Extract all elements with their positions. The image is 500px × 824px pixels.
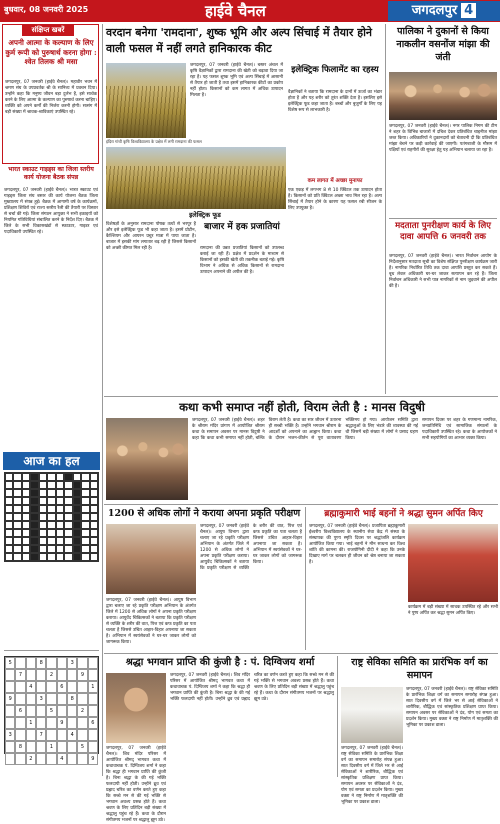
sudoku-cell — [46, 717, 56, 729]
crossword-cell — [39, 489, 47, 497]
crossword-cell — [13, 481, 21, 489]
paper-brand: हाईवे चैनल — [205, 2, 266, 20]
crossword-cell — [47, 497, 55, 505]
crossword-cell — [56, 553, 64, 561]
crossword-cell — [90, 513, 98, 521]
crossword-cell — [39, 481, 47, 489]
brief-story1-body: जगदलपुर, 07 जनवरी (हाईवे चैनल)। महावीर भवन में श्रमण संघ के उपप्रवर्तक श्री के सानिध्य में प्रवचन दिया। उन्होंने कहा कि मनुष्य जीवन बड़ा दुर्लभ है, इसे सार्थक करने के लिए आत्मा के कल्याण का पुरुषार्थ करना चाहिए। व्यक्ति को अपने कर्मों की निर्जरा करनी होगी। सत्संग में बड़ी संख्या में श्रावक-श्राविकाएं उपस्थित रहे। — [5, 80, 97, 115]
crossword-cell — [22, 521, 30, 529]
crossword-cell — [81, 489, 89, 497]
crossword-cell — [13, 473, 21, 481]
crossword-cell — [73, 481, 81, 489]
bk-body: जगदलपुर, 07 जनवरी (हाईवे चैनल)। प्रजापिता ब्रह्माकुमारी ईश्वरीय विश्वविद्यालय के स्थानीय सेवा केंद्र में संस्था के संस्थापक की पुण्य स्मृति दिवस पर श्रद्धांजलि कार्यक्रम आयोजित किया गया। भाई बहनों ने मौन साधना कर विश्व शांति की कामना की। राजयोगिनी दीदी ने कहा कि उनके दिखाए मार्ग पर चलकर ही जीवन को श्रेष्ठ बनाया जा सकता है। — [309, 524, 405, 565]
sudoku-cell: 3 — [36, 693, 46, 705]
divider — [4, 650, 99, 651]
crossword-cell — [47, 529, 55, 537]
crossword-cell — [64, 553, 72, 561]
sudoku-cell — [77, 657, 87, 669]
crossword-cell — [13, 489, 21, 497]
page-number: 4 — [461, 3, 476, 18]
sudoku-cell — [88, 693, 98, 705]
crossword-cell — [90, 529, 98, 537]
side-headline: इलेक्ट्रिक फिलामेंट का रहस्य — [291, 65, 379, 75]
crossword-cell — [73, 553, 81, 561]
issue-date: बुधवार, 08 जनवरी 2025 — [4, 5, 89, 14]
sudoku-cell: 2 — [77, 705, 87, 717]
quiz-title: आज का हल — [3, 452, 100, 470]
column-divider — [305, 507, 306, 650]
sudoku-cell — [88, 669, 98, 681]
sudoku-cell — [67, 741, 77, 753]
crossword-cell — [5, 505, 13, 513]
side-body-2: एक एकड़ में लगभग 8 से 10 क्विंटल तक उत्पादन होता है। किसानों को प्रति क्विंटल अच्छा भाव मिल रहा है। अल्प सिंचाई में तैयार होने के कारण यह फसल रबी सीजन के लिए उपयुक्त है। — [288, 188, 382, 211]
municipal-headline: पालिका ने दुकानों से किया नाकलीन वसनोंज मांझा की जंती — [396, 26, 490, 63]
sudoku-cell — [5, 717, 15, 729]
crossword-cell — [64, 473, 72, 481]
crossword-cell — [30, 505, 38, 513]
crossword-cell — [64, 513, 72, 521]
sudoku-cell — [5, 669, 15, 681]
crossword-cell — [30, 545, 38, 553]
divider — [104, 504, 498, 505]
sudoku-cell — [26, 729, 36, 741]
crossword-cell — [5, 553, 13, 561]
sevika-body: जगदलपुर, 07 जनवरी (हाईवे चैनल)। राष्ट्र सेविका समिति के प्रारंभिक शिक्षा वर्ग का समापन समारोह संपन्न हुआ। सात दिवसीय वर्ग में जिले भर से आई सेविकाओं ने शारीरिक, बौद्धिक एवं सांस्कृतिक प्रशिक्षण प्राप्त किया। समापन अवसर पर सेविकाओं ने दंड, योग एवं समता का प्रदर्शन किया। मुख्य वक्ता ने राष्ट्र निर्माण में मातृशक्ति की भूमिका पर प्रकाश डाला। — [406, 687, 498, 728]
crossword-cell — [64, 505, 72, 513]
prakriti-body: जगदलपुर, 07 जनवरी (हाईवे चैनल)। आयुष विभाग द्वारा चलाए जा रहे प्रकृति परीक्षण अभियान के अंतर्गत जिले में 1200 से अधिक लोगों ने अपना प्रकृति परीक्षण कराया। आयुर्वेद चिकित्सकों ने बताया कि प्रकृति परीक्षण से व्यक्ति के शरीर की वात, पित्त एवं कफ प्रकृति का पता चलता है जिससे उचित आहार-विहार अपनाया जा सकता है। अभियान में स्वयंसेवकों ने घर-घर जाकर लोगों को जागरूक किया। — [106, 598, 196, 645]
crossword-cell — [5, 521, 13, 529]
crossword-cell — [5, 513, 13, 521]
crossword-cell — [5, 497, 13, 505]
crossword-cell — [22, 513, 30, 521]
voter-body: जगदलपुर, 07 जनवरी (हाईवे चैनल)। भारत निर्वाचन आयोग के निर्देशानुसार मतदाता सूची का विशेष संक्षिप्त पुनरीक्षण कार्यक्रम जारी है। नागरिक निर्धारित तिथि तक दावा आपत्ति प्रस्तुत कर सकते हैं। बूथ लेवल अधिकारी घर-घर जाकर सत्यापन कर रहे हैं। जिला निर्वाचन अधिकारी ने सभी पात्र नागरिकों से नाम जुड़वाने की अपील की है। — [389, 254, 497, 289]
crossword-cell — [56, 481, 64, 489]
sudoku-cell — [46, 753, 56, 765]
crossword-cell — [90, 505, 98, 513]
crossword-cell — [73, 505, 81, 513]
sevika-headline: राष्ट्र सेविका समिति का प्रारंभिक वर्ग का समापन — [351, 657, 488, 681]
sudoku-cell: 8 — [15, 741, 25, 753]
sudoku-cell — [57, 741, 67, 753]
sudoku-cell — [46, 693, 56, 705]
crossword-cell — [13, 529, 21, 537]
crossword-cell — [30, 513, 38, 521]
crossword-cell — [39, 473, 47, 481]
sudoku-cell — [57, 669, 67, 681]
crossword-cell — [90, 545, 98, 553]
crossword-cell — [47, 473, 55, 481]
crossword-cell — [81, 497, 89, 505]
brief-story2-body: जगदलपुर, 07 जनवरी (हाईवे चैनल)। भारत स्काउट एवं गाइड्स जिला संघ बस्तर की कार्य योजना बैठक जिला मुख्यालय में संपन्न हुई। बैठक में आगामी वर्ष के कार्यक्रमों, प्रशिक्षण शिविरों एवं राज्य स्तरीय रैली की तैयारी पर विस्तार से चर्चा की गई। जिला संगठन आयुक्त ने सभी इकाइयों को नियमित गतिविधियां संचालित करने के निर्देश दिए। बैठक में जिले के सभी विकासखंडों से स्काउटर, गाइडर एवं पदाधिकारी उपस्थित रहे। — [4, 188, 98, 235]
crossword-cell — [22, 505, 30, 513]
crossword-cell — [73, 537, 81, 545]
crossword-cell — [39, 513, 47, 521]
crossword-cell — [56, 513, 64, 521]
sudoku-cell — [46, 681, 56, 693]
sudoku-cell: 9 — [88, 753, 98, 765]
column-divider — [385, 24, 386, 394]
column-divider — [337, 656, 338, 777]
sudoku-cell: 2 — [26, 753, 36, 765]
lead-body-3: रामदाना की उन्नत प्रजातियां किसानों को उपलब्ध कराई जा रही हैं। प्रक्षेत्र में प्रदर्शन के माध्यम से किसानों को इसकी खेती की तकनीक बताई गई। कृषि विभाग ने अधिक से अधिक किसानों से रामदाना उत्पादन अपनाने की अपील की है। — [200, 246, 284, 275]
crossword-cell — [56, 537, 64, 545]
divider — [104, 396, 498, 397]
side-body: वैज्ञानिकों ने बताया कि रामदाना के दानों में ऊर्जा का भंडार होता है और यह शरीर को तुरंत शक्ति देता है। इसलिए इसे इलेक्ट्रिक फूड कहा जाता है। बच्चों और बुजुर्गों के लिए यह विशेष रूप से लाभकारी है। — [288, 90, 382, 113]
sudoku-cell — [67, 705, 77, 717]
crossword-cell — [64, 529, 72, 537]
crossword-cell — [47, 505, 55, 513]
sevika-body-cont: जगदलपुर, 07 जनवरी (हाईवे चैनल)। राष्ट्र सेविका समिति के प्रारंभिक शिक्षा वर्ग का समापन समारोह संपन्न हुआ। सात दिवसीय वर्ग में जिले भर से आई सेविकाओं ने शारीरिक, बौद्धिक एवं सांस्कृतिक प्रशिक्षण प्राप्त किया। समापन अवसर पर सेविकाओं ने दंड, योग एवं समता का प्रदर्शन किया। मुख्य वक्ता ने राष्ट्र निर्माण में मातृशक्ति की भूमिका पर प्रकाश डाला। — [341, 746, 403, 805]
sudoku-cell: 5 — [46, 705, 56, 717]
lead-field-photo — [106, 63, 186, 138]
bhagwat-body: जगदलपुर, 07 जनवरी (हाईवे चैनल)। शिव मंदिर परिसर में आयोजित श्रीमद् भागवत कथा में कथावाचक पं. दिग्विजय शर्मा ने कहा कि श्रद्धा ही भगवान प्राप्ति की कुंजी है। बिना श्रद्धा के की गई भक्ति फलदायी नहीं होती। उन्होंने ध्रुव एवं प्रह्लाद चरित्र का वर्णन करते हुए कहा कि सच्चे मन से की गई भक्ति से भगवान अवश्य प्रसन्न होते हैं। कथा श्रवण के लिए प्रतिदिन बड़ी संख्या में श्रद्धालु पहुंच रहे हैं। कथा के दौरान संगीतमय भजनों पर श्रद्धालु झूम उठे। — [170, 673, 334, 702]
brief-story2-headline: भारत स्काउट गाइड्स का जिला स्तरीय कार्य योजना बैठक संपन्न — [8, 166, 94, 181]
crossword-cell — [30, 529, 38, 537]
crossword-cell — [81, 505, 89, 513]
crossword-cell — [22, 529, 30, 537]
sudoku-cell: 7 — [36, 729, 46, 741]
bk-body-2: कार्यक्रम में बड़ी संख्या में साधक उपस्थित रहे और सभी ने पुष्प अर्पित कर श्रद्धा सुमन अर्पित किए। — [408, 605, 498, 616]
sudoku-cell: 9 — [5, 693, 15, 705]
crossword-cell — [39, 537, 47, 545]
sudoku-cell — [36, 669, 46, 681]
lead-body-2: विशेषज्ञों के अनुसार रामदाना पोषक तत्वों से भरपूर है और इसे इलेक्ट्रिक फूड भी कहा जाता है। इसमें प्रोटीन, कैल्शियम और आयरन प्रचुर मात्रा में पाया जाता है। बाजार में इसकी मांग लगातार बढ़ रही है जिससे किसानों को अच्छी कीमत मिल रही है। — [106, 222, 196, 251]
crossword-cell — [64, 481, 72, 489]
sudoku-cell — [46, 657, 56, 669]
crossword-cell — [13, 545, 21, 553]
crossword-cell — [64, 537, 72, 545]
sudoku-cell — [26, 705, 36, 717]
crossword-cell — [56, 521, 64, 529]
sudoku-cell — [15, 717, 25, 729]
lead-wide-photo — [106, 147, 286, 209]
municipal-photo — [389, 72, 497, 120]
city-section — [388, 1, 500, 21]
sudoku-cell — [15, 693, 25, 705]
crossword-cell — [56, 545, 64, 553]
crossword-cell — [22, 481, 30, 489]
sudoku-cell: 5 — [5, 657, 15, 669]
crossword-cell — [47, 553, 55, 561]
sudoku-cell: 9 — [57, 717, 67, 729]
sudoku-cell — [77, 729, 87, 741]
crossword-cell — [39, 545, 47, 553]
municipal-body: जगदलपुर, 07 जनवरी (हाईवे चैनल)। नगर पालिक निगम की टीम ने शहर के विभिन्न बाजारों में दबिश देकर प्रतिबंधित चाइनीज मांझा जब्त किया। अधिकारियों ने दुकानदारों को चेतावनी दी कि प्रतिबंधित मांझा बेचने पर कड़ी कार्रवाई की जाएगी। पतंगबाजी के मौसम में पक्षियों एवं राहगीरों की सुरक्षा हेतु यह अभियान चलाया जा रहा है। — [389, 124, 497, 153]
crossword-cell — [13, 553, 21, 561]
column-divider — [102, 24, 103, 776]
sudoku-cell — [67, 669, 77, 681]
crossword-cell — [47, 513, 55, 521]
crossword-cell — [5, 473, 13, 481]
sudoku-cell: 4 — [26, 681, 36, 693]
crossword-cell — [39, 497, 47, 505]
sudoku-cell: 3 — [5, 729, 15, 741]
bhagwat-photo — [106, 673, 166, 743]
crossword-cell — [5, 481, 13, 489]
sudoku-cell: 9 — [77, 669, 87, 681]
sudoku-cell — [46, 729, 56, 741]
crossword-cell — [56, 505, 64, 513]
sudoku-cell — [77, 681, 87, 693]
sudoku-cell: 7 — [15, 669, 25, 681]
sudoku-grid — [4, 656, 99, 762]
brief-story1-headline: अपनी आत्मा के कल्याण के लिए कुर्म रूपी को पुरुषार्थ करना होगा : श्वेत तिलक श्री मसा — [5, 38, 97, 67]
crossword-cell — [5, 545, 13, 553]
sudoku-cell: 3 — [67, 657, 77, 669]
crossword-cell — [30, 489, 38, 497]
crossword-cell — [90, 481, 98, 489]
sudoku-cell: 2 — [46, 669, 56, 681]
crossword-cell — [81, 521, 89, 529]
crossword-cell — [39, 553, 47, 561]
crossword-cell — [73, 513, 81, 521]
crossword-cell — [56, 529, 64, 537]
crossword-cell — [30, 497, 38, 505]
crossword-cell — [90, 521, 98, 529]
crossword-cell — [47, 545, 55, 553]
sudoku-cell — [88, 729, 98, 741]
prakriti-body-cont: जगदलपुर, 07 जनवरी (हाईवे चैनल)। आयुष विभाग द्वारा चलाए जा रहे प्रकृति परीक्षण अभियान के अंतर्गत जिले में 1200 से अधिक लोगों ने अपना प्रकृति परीक्षण कराया। आयुर्वेद चिकित्सकों ने बताया कि प्रकृति परीक्षण से व्यक्ति के शरीर की वात, पित्त एवं कफ प्रकृति का पता चलता है जिससे उचित आहार-विहार अपनाया जा सकता है। अभियान में स्वयंसेवकों ने घर-घर जाकर लोगों को जागरूक किया। — [200, 524, 302, 571]
sudoku-cell — [15, 753, 25, 765]
lead-body-1: जगदलपुर, 07 जनवरी (हाईवे चैनल)। बस्तर अंचल में कृषि वैज्ञानिकों द्वारा रामदाना की खेती को बढ़ावा दिया जा रहा है। यह फसल शुष्क भूमि एवं अल्प सिंचाई में आसानी से तैयार हो जाती है तथा इसमें हानिकारक कीटों का प्रकोप नहीं होता। किसानों को कम लागत में अधिक उत्पादन मिलता है। — [190, 63, 283, 98]
crossword-cell — [47, 489, 55, 497]
divider — [389, 218, 497, 219]
crossword-cell — [81, 473, 89, 481]
crossword-cell — [13, 497, 21, 505]
crossword-cell — [13, 521, 21, 529]
sudoku-cell — [88, 741, 98, 753]
sudoku-cell — [36, 753, 46, 765]
crossword-cell — [5, 489, 13, 497]
sudoku-cell — [15, 729, 25, 741]
crossword-cell — [73, 489, 81, 497]
sudoku-cell — [15, 681, 25, 693]
crossword-cell — [22, 545, 30, 553]
crossword-cell — [81, 537, 89, 545]
crossword-cell — [47, 481, 55, 489]
crossword-cell — [22, 489, 30, 497]
katha-photo — [106, 418, 188, 500]
crossword-cell — [64, 489, 72, 497]
sudoku-cell — [67, 681, 77, 693]
sudoku-cell: 1 — [26, 717, 36, 729]
crossword-cell — [30, 537, 38, 545]
crossword-cell — [30, 473, 38, 481]
crossword-cell — [73, 473, 81, 481]
crossword-cell — [73, 545, 81, 553]
crossword-cell — [64, 521, 72, 529]
sudoku-cell — [67, 753, 77, 765]
sudoku-cell: 6 — [15, 705, 25, 717]
sudoku-cell: 5 — [77, 741, 87, 753]
crossword-cell — [47, 537, 55, 545]
sudoku-cell — [36, 741, 46, 753]
lead-photo-subhead: इलेक्ट्रिक फूड — [189, 211, 221, 219]
divider — [104, 653, 498, 654]
katha-headline: कथा कभी समाप्त नहीं होती, विराम लेती है : मानस विदुषी — [179, 400, 425, 414]
crossword-cell — [30, 553, 38, 561]
crossword-cell — [22, 553, 30, 561]
crossword-cell — [22, 537, 30, 545]
crossword-cell — [13, 505, 21, 513]
sudoku-cell: 6 — [57, 681, 67, 693]
crossword-cell — [5, 537, 13, 545]
sudoku-cell — [26, 741, 36, 753]
crossword-cell — [64, 545, 72, 553]
bk-headline: ब्रह्माकुमारी भाई बहनों ने श्रद्धा सुमन अर्पित किए — [324, 509, 483, 519]
crossword-cell — [47, 521, 55, 529]
crossword-cell — [81, 553, 89, 561]
prakriti-headline: 1200 से अधिक लोगों ने कराया अपना प्रकृति परीक्षण — [107, 508, 301, 519]
sudoku-cell — [15, 657, 25, 669]
prakriti-photo — [106, 524, 196, 594]
lead-photo-caption: इंदिरा गांधी कृषि विश्वविद्यालय के प्रक्षेत्र में लगी रामदाना की फसल — [106, 139, 202, 144]
crossword-cell — [39, 521, 47, 529]
crossword-cell — [81, 545, 89, 553]
sevika-photo — [341, 687, 403, 743]
crossword-cell — [90, 537, 98, 545]
sudoku-cell — [5, 705, 15, 717]
sudoku-cell: 1 — [88, 681, 98, 693]
city-name: जगदलपुर — [411, 3, 458, 18]
crossword-cell — [39, 505, 47, 513]
sudoku-cell — [57, 729, 67, 741]
masthead-bar — [0, 0, 500, 22]
crossword-cell — [73, 521, 81, 529]
crossword-cell — [56, 473, 64, 481]
sudoku-cell — [26, 657, 36, 669]
crossword-cell — [90, 497, 98, 505]
crossword-cell — [81, 529, 89, 537]
crossword-cell — [90, 553, 98, 561]
crossword-cell — [64, 497, 72, 505]
crossword-grid — [4, 472, 99, 562]
sudoku-cell — [5, 681, 15, 693]
sudoku-cell — [57, 693, 67, 705]
crossword-cell — [22, 497, 30, 505]
crossword-cell — [13, 513, 21, 521]
sudoku-cell — [67, 717, 77, 729]
voter-headline: मदताता पुनरीक्षण कार्य के लिए दावा आपत्ति 6 जनवरी तक — [395, 221, 491, 242]
sudoku-cell: 1 — [46, 741, 56, 753]
katha-body: जगदलपुर, 07 जनवरी (हाईवे चैनल)। शहर के श्रीराम मंदिर प्रांगण में आयोजित श्रीराम कथा के समापन अवसर पर मानस विदुषी ने कहा कि कथा कभी समाप्त नहीं होती, बल्कि विराम लेती है। कथा का सार जीवन में उतारना ही सच्ची भक्ति है। उन्होंने भगवान श्रीराम के आदर्शों को अपनाने का आह्वान किया। कथा के दौरान भजन-कीर्तन से पूरा वातावरण भक्तिमय हो गया। आयोजन समिति द्वारा श्रद्धालुओं के लिए भंडारे की व्यवस्था की गई थी जिसमें बड़ी संख्या में लोगों ने प्रसाद ग्रहण किया। — [192, 418, 418, 441]
side-subhead: कम लागत में अच्छा मुनाफा — [307, 178, 363, 184]
crossword-cell — [30, 521, 38, 529]
lead-subhead-2: बाजार में हक प्रजातियां — [204, 222, 280, 232]
sudoku-cell: 8 — [36, 657, 46, 669]
sudoku-cell — [26, 669, 36, 681]
crossword-cell — [30, 481, 38, 489]
sudoku-cell — [36, 717, 46, 729]
sudoku-cell — [57, 657, 67, 669]
crossword-cell — [90, 473, 98, 481]
sudoku-cell: 4 — [57, 753, 67, 765]
crossword-cell — [81, 513, 89, 521]
crossword-cell — [81, 481, 89, 489]
crossword-cell — [73, 529, 81, 537]
bk-photo — [408, 524, 498, 602]
sudoku-cell — [77, 717, 87, 729]
sudoku-cell: 8 — [67, 693, 77, 705]
sudoku-cell — [88, 657, 98, 669]
bhagwat-body-cont: जगदलपुर, 07 जनवरी (हाईवे चैनल)। शिव मंदिर परिसर में आयोजित श्रीमद् भागवत कथा में कथावाचक पं. दिग्विजय शर्मा ने कहा कि श्रद्धा ही भगवान प्राप्ति की कुंजी है। बिना श्रद्धा के की गई भक्ति फलदायी नहीं होती। उन्होंने ध्रुव एवं प्रह्लाद चरित्र का वर्णन करते हुए कहा कि सच्चे मन से की गई भक्ति से भगवान अवश्य प्रसन्न होते हैं। कथा श्रवण के लिए प्रतिदिन बड़ी संख्या में श्रद्धालु पहुंच रहे हैं। कथा के दौरान संगीतमय भजनों पर श्रद्धालु झूम उठे। — [106, 746, 166, 823]
sudoku-cell — [57, 705, 67, 717]
sudoku-cell — [36, 681, 46, 693]
crossword-cell — [56, 497, 64, 505]
bhagwat-headline: श्रद्धा भगवान प्राप्ति की कुंजी है : पं. दिग्विजय शर्मा — [125, 657, 315, 668]
crossword-cell — [73, 497, 81, 505]
lead-headline: वरदान बनेगा 'रामदाना', शुष्क भूमि और अल्प सिंचाई में तैयार होने वाली फसल में नहीं लगते हानिकारक कीट — [106, 26, 373, 55]
katha-body-2: समापन दिवस पर शहर के गणमान्य नागरिक, जनप्रतिनिधि एवं सामाजिक संगठनों के पदाधिकारी उपस्थित रहे। कथा के आयोजकों ने सभी सहयोगियों का आभार व्यक्त किया। — [422, 418, 497, 441]
crossword-cell — [13, 537, 21, 545]
sudoku-cell — [5, 753, 15, 765]
crossword-cell — [56, 489, 64, 497]
brief-news-tag: संक्षिप्त खबरें — [22, 25, 74, 36]
sudoku-cell — [26, 693, 36, 705]
sudoku-cell — [36, 705, 46, 717]
sudoku-cell — [77, 753, 87, 765]
sudoku-cell — [77, 693, 87, 705]
sudoku-cell — [5, 741, 15, 753]
sudoku-cell: 6 — [88, 717, 98, 729]
crossword-cell — [22, 473, 30, 481]
crossword-cell — [5, 529, 13, 537]
crossword-cell — [90, 489, 98, 497]
sudoku-cell — [88, 705, 98, 717]
sudoku-cell: 4 — [67, 729, 77, 741]
crossword-cell — [39, 529, 47, 537]
